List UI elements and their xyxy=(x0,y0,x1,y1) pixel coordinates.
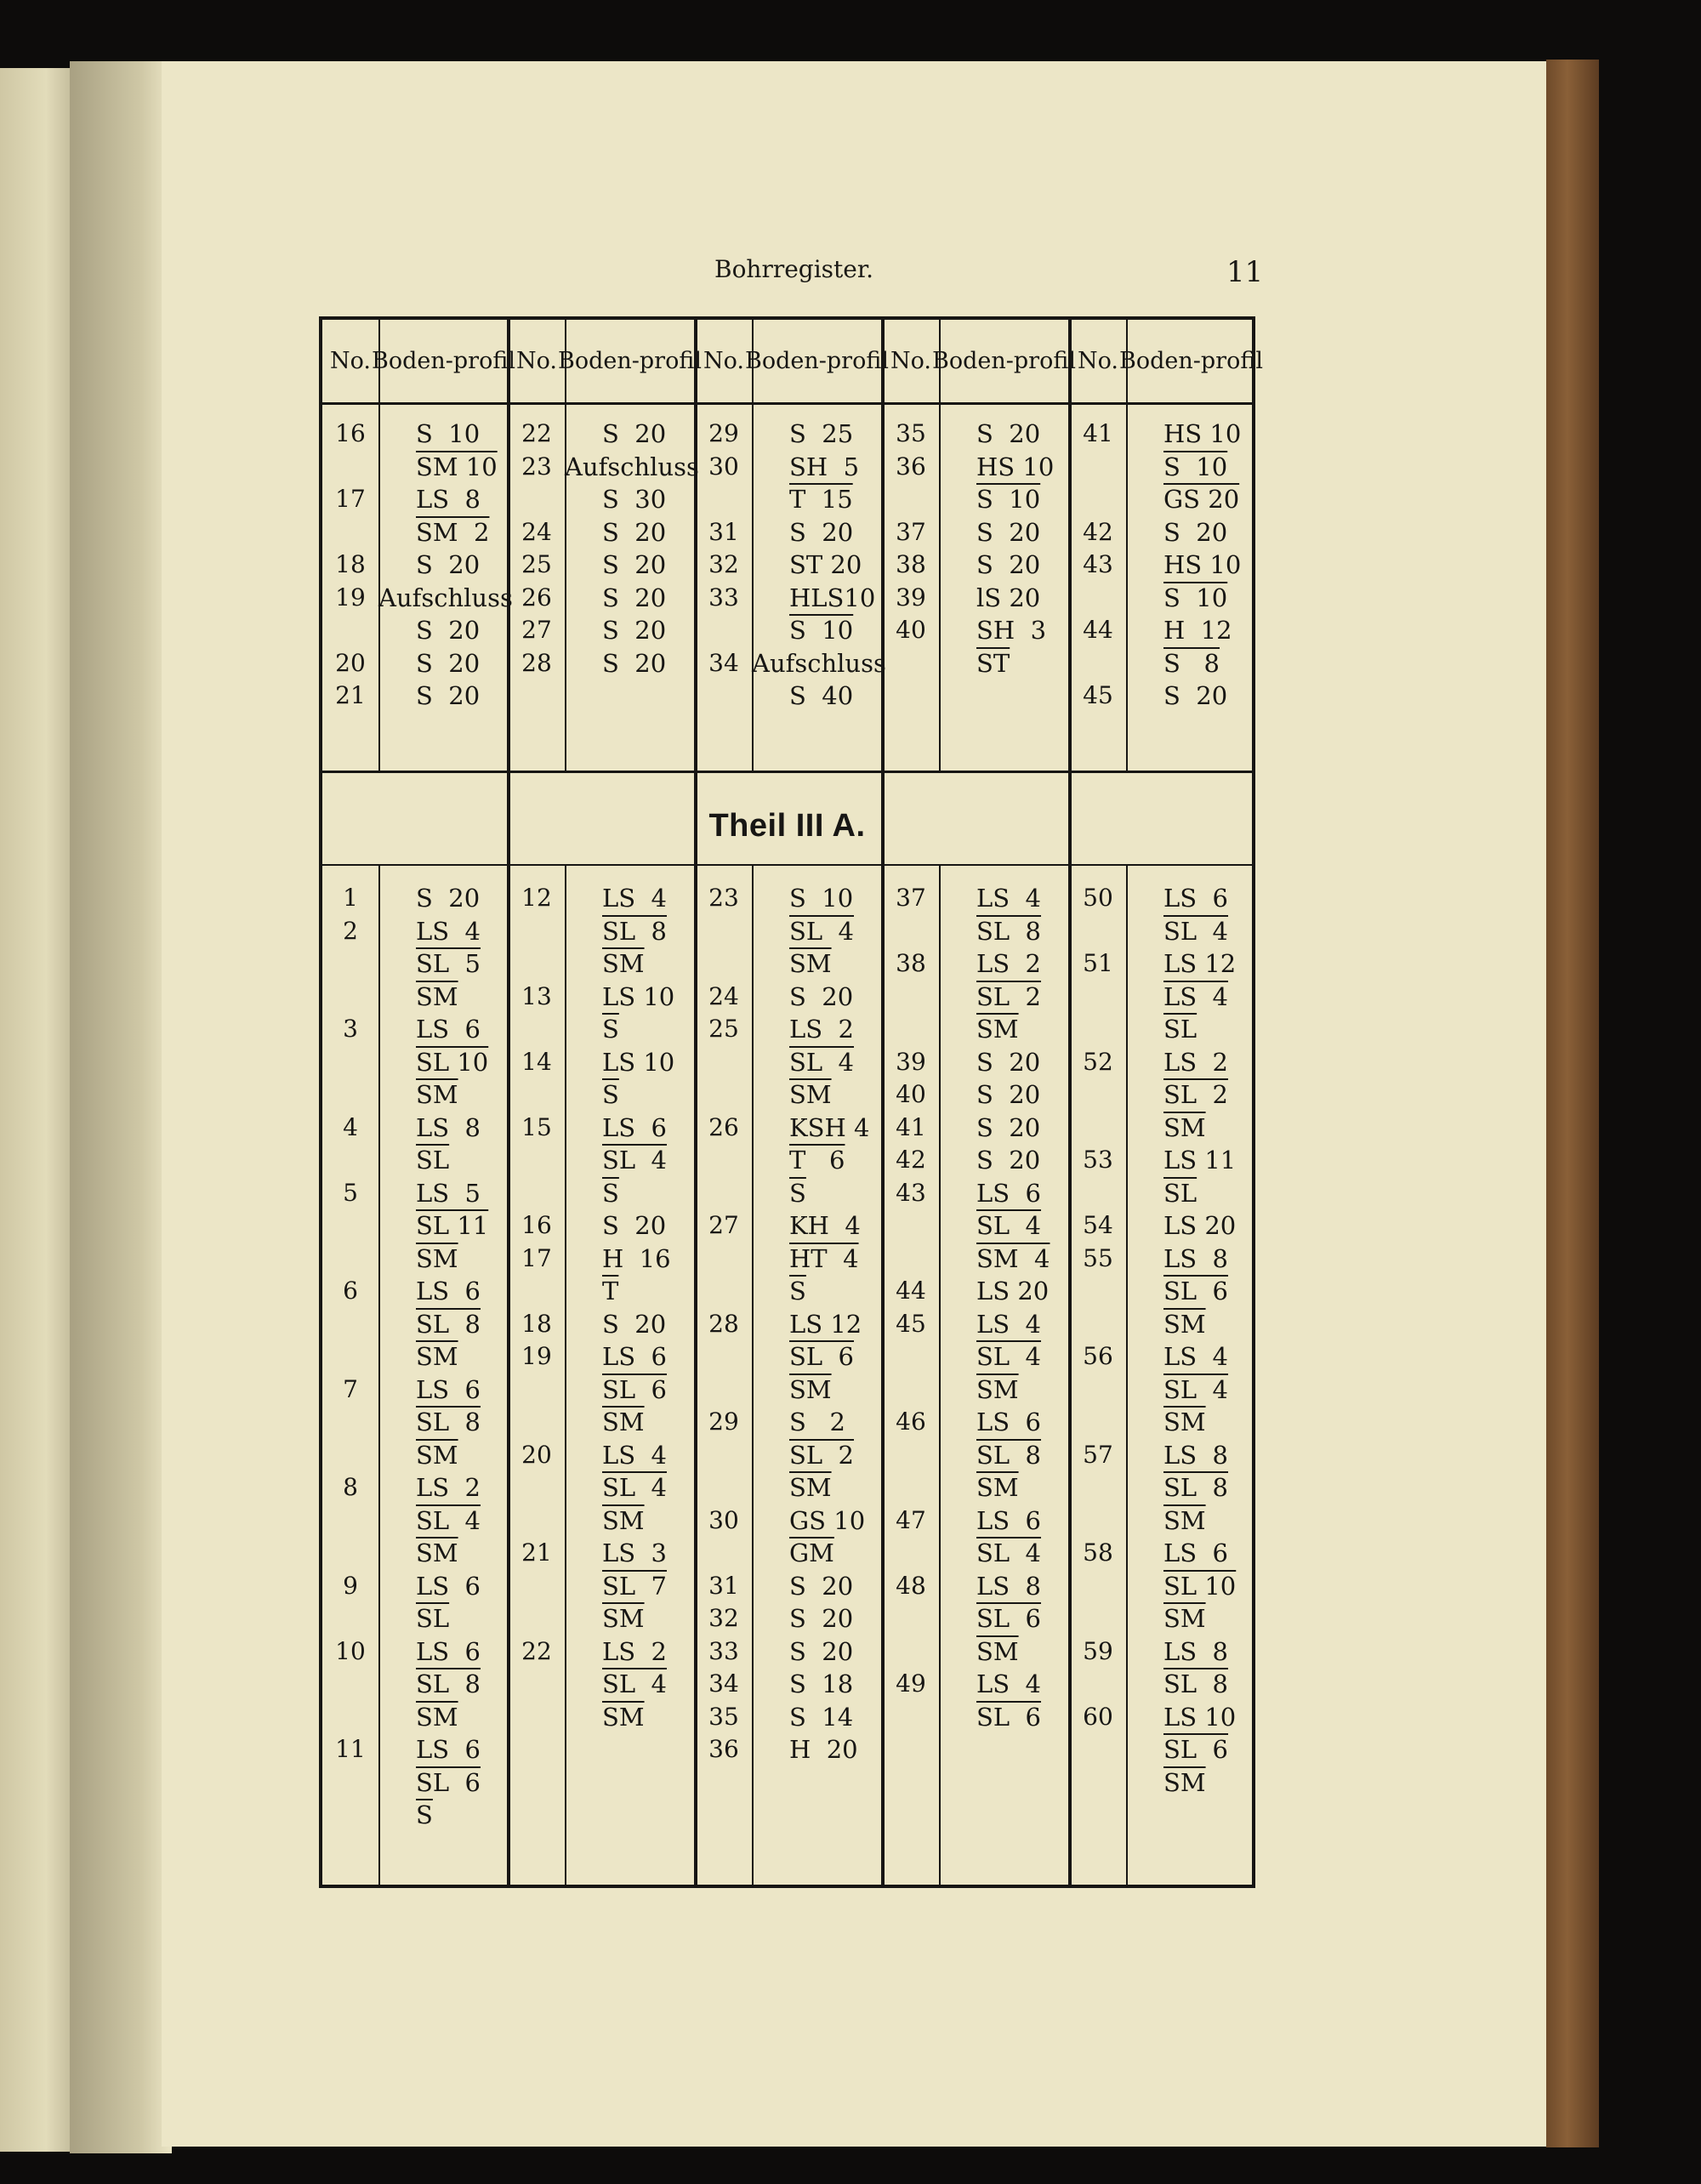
soil-profile-line: T 15 xyxy=(789,485,853,514)
soil-profile-line: LS 2 xyxy=(1163,1047,1229,1077)
soil-profile-line: $\overline{S}$ xyxy=(789,1277,806,1305)
soil-profile-line: LS 8 xyxy=(1163,1440,1229,1470)
header-rule xyxy=(322,402,1252,405)
soil-profile-line: SH 5 xyxy=(789,452,860,481)
entry-number: 26 xyxy=(708,1112,739,1141)
soil-profile-line: LS 2 xyxy=(602,1636,668,1666)
soil-profile-line: SL 10 xyxy=(1163,1571,1237,1601)
entry-number: 21 xyxy=(335,681,366,709)
soil-profile-line: S 10 xyxy=(789,884,854,913)
entry-number: 42 xyxy=(1083,517,1113,546)
entry-number: 48 xyxy=(896,1571,926,1600)
entry-number: 4 xyxy=(343,1112,358,1141)
soil-profile-line: $\overline{SM}$ xyxy=(976,1473,1019,1502)
entry-number: 14 xyxy=(521,1047,552,1076)
soil-profile-line: SM 4 xyxy=(976,1243,1050,1273)
soil-profile-line: S 20 xyxy=(976,550,1041,579)
column-header-no: No. xyxy=(330,347,371,374)
column-header-profile: Boden- profil xyxy=(372,347,515,374)
soil-profile-line: LS 11 xyxy=(1163,1146,1237,1174)
soil-profile-line: LS 6 xyxy=(416,1571,481,1601)
entry-number: 55 xyxy=(1083,1243,1113,1272)
entry-number: 25 xyxy=(708,1015,739,1043)
entry-number: 58 xyxy=(1083,1538,1113,1567)
soil-profile-line: LS 8 xyxy=(416,485,481,514)
entry-number: 43 xyxy=(1083,550,1113,578)
soil-profile-line: Aufschluss xyxy=(378,583,513,612)
soil-profile-line: SM 2 xyxy=(416,517,490,547)
entry-number: 49 xyxy=(896,1669,926,1698)
entry-number: 29 xyxy=(708,1408,739,1436)
entry-number: 38 xyxy=(896,949,926,977)
soil-profile-line: SL 4 xyxy=(416,1505,481,1535)
page-number: 11 xyxy=(1226,255,1264,289)
soil-profile-line: LS 6 xyxy=(976,1178,1042,1208)
soil-profile-line: LS 8 xyxy=(1163,1636,1229,1666)
entry-number: 29 xyxy=(708,419,739,447)
number-column-rule xyxy=(565,864,566,1885)
soil-profile-line: S 2 xyxy=(789,1408,845,1436)
soil-profile-line: S 20 xyxy=(602,616,667,645)
entry-number: 28 xyxy=(708,1309,739,1338)
soil-profile-line: $\overline{SM}$ xyxy=(416,1080,458,1109)
number-column-rule xyxy=(939,864,941,1885)
soil-profile-line: SL 4 xyxy=(789,916,855,946)
soil-profile-line: S 10 xyxy=(1163,583,1228,612)
soil-profile-line: LS 12 xyxy=(789,1309,862,1339)
number-column-rule xyxy=(1126,864,1128,1885)
entry-number: 39 xyxy=(896,1047,926,1076)
soil-profile-line: SM 10 xyxy=(416,452,498,481)
soil-profile-line: LS 6 xyxy=(1163,884,1229,913)
soil-profile-line: $\overline{SM}$ xyxy=(976,1015,1019,1044)
entry-number: 37 xyxy=(896,517,926,546)
entry-number: 20 xyxy=(521,1440,552,1469)
soil-profile-line: $\overline{S}$ xyxy=(789,1178,806,1208)
soil-profile-line: LS 4 xyxy=(602,884,668,913)
entry-number: 44 xyxy=(1083,616,1113,644)
entry-number: 11 xyxy=(335,1735,366,1763)
entry-number: 60 xyxy=(1083,1702,1113,1731)
entry-number: 38 xyxy=(896,550,926,578)
soil-profile-line: S 20 xyxy=(416,616,481,645)
entry-number: 8 xyxy=(343,1473,358,1501)
soil-profile-line: H 20 xyxy=(789,1735,858,1764)
soil-profile-line: LS 2 xyxy=(789,1015,855,1044)
soil-profile-line: $\overline{S}$ xyxy=(602,1015,619,1044)
soil-profile-line: LS 20 xyxy=(976,1277,1050,1305)
entry-number: 41 xyxy=(896,1112,926,1141)
soil-profile-line: $\overline{S}$ xyxy=(416,1800,433,1829)
entry-number: 22 xyxy=(521,1636,552,1665)
entry-number: 23 xyxy=(708,884,739,912)
soil-profile-line: LS 6 xyxy=(416,1374,481,1404)
number-column-rule xyxy=(752,864,754,1885)
soil-profile-line: HS 10 xyxy=(1163,550,1242,579)
soil-profile-line: SL 10 xyxy=(416,1047,489,1077)
soil-profile-line: SL 8 xyxy=(976,916,1042,946)
soil-profile-line: S 30 xyxy=(602,485,667,514)
soil-profile-line: S 20 xyxy=(976,517,1041,547)
entry-number: 57 xyxy=(1083,1440,1113,1469)
entry-number: 31 xyxy=(708,517,739,546)
entry-number: 7 xyxy=(343,1374,358,1403)
soil-profile-line: S 20 xyxy=(416,884,481,913)
soil-profile-line: LS 6 xyxy=(976,1505,1042,1535)
soil-profile-line: S 20 xyxy=(976,1112,1041,1142)
entry-number: 19 xyxy=(521,1342,552,1370)
soil-profile-line: ST 20 xyxy=(789,550,862,579)
soil-profile-line: LS 6 xyxy=(416,1636,481,1666)
entry-number: 40 xyxy=(896,616,926,644)
soil-profile-line: LS 6 xyxy=(976,1408,1042,1436)
soil-profile-line: SL 8 xyxy=(1163,1669,1229,1698)
entry-number: 40 xyxy=(896,1080,926,1108)
entry-number: 17 xyxy=(521,1243,552,1272)
soil-profile-line: $\overline{SL}$ xyxy=(416,1146,450,1174)
borehole-register-table xyxy=(319,316,1263,1888)
entry-number: 33 xyxy=(708,583,739,611)
soil-profile-line: SL 8 xyxy=(416,1669,481,1698)
soil-profile-line: H 12 xyxy=(1163,616,1232,645)
soil-profile-line: LS 8 xyxy=(976,1571,1042,1601)
soil-profile-line: SL 4 xyxy=(976,1211,1042,1240)
soil-profile-line: $\overline{SM}$ xyxy=(789,1473,832,1502)
soil-profile-line: $\overline{S}$ xyxy=(602,1080,619,1109)
entry-number: 31 xyxy=(708,1571,739,1600)
soil-profile-line: S 10 xyxy=(976,485,1041,514)
soil-profile-line: $\overline{SL}$ xyxy=(1163,1178,1198,1208)
soil-profile-line: S 20 xyxy=(976,419,1041,448)
soil-profile-line: S 20 xyxy=(789,1571,854,1601)
soil-profile-line: LS 2 xyxy=(416,1473,481,1502)
number-column-rule xyxy=(378,864,380,1885)
column-header-profile: Boden- profil xyxy=(932,347,1076,374)
soil-profile-line: LS 6 xyxy=(1163,1538,1229,1567)
column-header-profile: Boden- profil xyxy=(745,347,889,374)
soil-profile-line: HS 10 xyxy=(976,452,1055,481)
soil-profile-line: SL 2 xyxy=(1163,1080,1229,1109)
soil-profile-line: SH 3 xyxy=(976,616,1047,645)
soil-profile-line: SL 8 xyxy=(976,1440,1042,1470)
soil-profile-line: SL 4 xyxy=(1163,916,1229,946)
soil-profile-line: $\overline{SM}$ xyxy=(1163,1408,1206,1436)
entry-number: 45 xyxy=(1083,681,1113,709)
entry-number: 54 xyxy=(1083,1211,1113,1239)
soil-profile-line: HLS10 xyxy=(789,583,876,612)
soil-profile-line: S 20 xyxy=(602,550,667,579)
soil-profile-line: S 20 xyxy=(1163,681,1228,710)
entry-number: 15 xyxy=(521,1112,552,1141)
soil-profile-line: S 10 xyxy=(1163,452,1228,481)
entry-number: 42 xyxy=(896,1146,926,1174)
soil-profile-line: SL 7 xyxy=(602,1571,668,1601)
soil-profile-line: $\overline{SM}$ xyxy=(1163,1112,1206,1142)
soil-profile-line: LS 2 xyxy=(976,949,1042,978)
soil-profile-line: $\overline{T}$ xyxy=(602,1277,619,1305)
soil-profile-line: S 20 xyxy=(789,1604,854,1633)
soil-profile-line: LS 4 xyxy=(416,916,481,946)
entry-number: 24 xyxy=(521,517,552,546)
entry-number: 33 xyxy=(708,1636,739,1665)
soil-profile-line: SL 4 xyxy=(602,1473,668,1502)
soil-profile-line: $\overline{SM}$ xyxy=(416,1440,458,1470)
column-header-profile: Boden- profil xyxy=(1119,347,1263,374)
column-header-no: No. xyxy=(1078,347,1118,374)
entry-number: 34 xyxy=(708,1669,739,1698)
entry-number: 32 xyxy=(708,550,739,578)
entry-number: 53 xyxy=(1083,1146,1113,1174)
entry-number: 50 xyxy=(1083,884,1113,912)
soil-profile-line: SL 8 xyxy=(602,916,668,946)
soil-profile-line: H 16 xyxy=(602,1243,671,1273)
soil-profile-line: HS 10 xyxy=(1163,419,1242,448)
entry-number: 59 xyxy=(1083,1636,1113,1665)
soil-profile-line: S 20 xyxy=(416,550,481,579)
soil-profile-line: $\overline{SM}$ xyxy=(602,1408,645,1436)
soil-profile-line: $\overline{ST}$ xyxy=(976,648,1010,678)
section-title: Theil III A. xyxy=(708,807,866,844)
entry-number: 30 xyxy=(708,452,739,481)
soil-profile-line: HT 4 xyxy=(789,1243,859,1273)
entry-number: 51 xyxy=(1083,949,1113,977)
entry-number: 36 xyxy=(708,1735,739,1763)
soil-profile-line: SL 2 xyxy=(976,981,1042,1011)
soil-profile-line: SL 4 xyxy=(602,1146,668,1174)
entry-number: 17 xyxy=(335,485,366,513)
soil-profile-line: S 14 xyxy=(789,1702,854,1732)
soil-profile-line: LS 6 xyxy=(602,1342,668,1371)
soil-profile-line: LS 8 xyxy=(1163,1243,1229,1273)
soil-profile-line: LS 4 xyxy=(1163,1342,1229,1371)
column-header-profile: Boden- profil xyxy=(558,347,702,374)
soil-profile-line: $\overline{SM}$ xyxy=(789,1080,832,1109)
entry-number: 28 xyxy=(521,648,552,677)
soil-profile-line: S 10 xyxy=(789,616,854,645)
soil-profile-line: SL 4 xyxy=(789,1047,855,1077)
soil-profile-line: SL 4 xyxy=(1163,1374,1229,1404)
soil-profile-line: $\overline{SL}$ xyxy=(416,1604,450,1633)
entry-number: 35 xyxy=(708,1702,739,1731)
soil-profile-line: $\overline{GM}$ xyxy=(789,1538,834,1567)
entry-number: 26 xyxy=(521,583,552,611)
soil-profile-line: LS 6 xyxy=(416,1735,481,1764)
soil-profile-line: $\overline{SL}$ xyxy=(1163,1015,1198,1044)
soil-profile-line: SL 6 xyxy=(976,1702,1042,1732)
soil-profile-line: LS 6 xyxy=(416,1015,481,1044)
soil-profile-line: SL 4 xyxy=(602,1669,668,1698)
entry-number: 13 xyxy=(521,981,552,1010)
soil-profile-line: Aufschluss xyxy=(565,452,699,481)
soil-profile-line: SL 11 xyxy=(416,1211,489,1240)
soil-profile-line: SL 4 xyxy=(976,1538,1042,1567)
soil-profile-line: S 20 xyxy=(789,1636,854,1666)
soil-profile-line: lS 20 xyxy=(976,583,1041,612)
soil-profile-line: $\overline{SM}$ xyxy=(416,1538,458,1567)
entry-number: 6 xyxy=(343,1277,358,1305)
soil-profile-line: LS 8 xyxy=(416,1112,481,1142)
soil-profile-line: LS 4 xyxy=(976,1669,1042,1698)
soil-profile-line: LS 3 xyxy=(602,1538,668,1567)
entry-number: 46 xyxy=(896,1408,926,1436)
column-header-no: No. xyxy=(703,347,744,374)
soil-profile-line: $\overline{SM}$ xyxy=(416,981,458,1011)
soil-profile-line: SL 5 xyxy=(416,949,481,978)
entry-number: 47 xyxy=(896,1505,926,1534)
soil-profile-line: S 20 xyxy=(416,648,481,678)
column-header-no: No. xyxy=(516,347,557,374)
soil-profile-line: LS 6 xyxy=(416,1277,481,1305)
entry-number: 16 xyxy=(521,1211,552,1239)
soil-profile-line: LS 4 xyxy=(1163,981,1229,1011)
entry-number: 34 xyxy=(708,648,739,677)
soil-profile-line: $\overline{SM}$ xyxy=(789,1374,832,1404)
soil-profile-line: LS 6 xyxy=(602,1112,668,1142)
column-header-no: No. xyxy=(890,347,931,374)
entry-number: 27 xyxy=(708,1211,739,1239)
soil-profile-line: SL 6 xyxy=(602,1374,668,1404)
entry-number: 18 xyxy=(335,550,366,578)
soil-profile-line: $\overline{SM}$ xyxy=(1163,1767,1206,1797)
entry-number: 5 xyxy=(343,1178,358,1207)
entry-number: 19 xyxy=(335,583,366,611)
soil-profile-line: LS 4 xyxy=(602,1440,668,1470)
entry-number: 20 xyxy=(335,648,366,677)
soil-profile-line: S 20 xyxy=(976,1047,1041,1077)
entry-number: 25 xyxy=(521,550,552,578)
soil-profile-line: S 20 xyxy=(602,648,667,678)
soil-profile-line: S 20 xyxy=(1163,517,1228,547)
entry-number: 2 xyxy=(343,916,358,945)
entry-number: 44 xyxy=(896,1277,926,1305)
soil-profile-line: $\overline{SM}$ xyxy=(976,1636,1019,1666)
entry-number: 9 xyxy=(343,1571,358,1600)
soil-profile-line: GS 20 xyxy=(1163,485,1240,514)
entry-number: 22 xyxy=(521,419,552,447)
soil-profile-line: SL 8 xyxy=(416,1309,481,1339)
entry-number: 56 xyxy=(1083,1342,1113,1370)
soil-profile-line: LS 5 xyxy=(416,1178,481,1208)
soil-profile-line: S 40 xyxy=(789,681,854,710)
running-head-title: Bohrregister. xyxy=(714,255,874,283)
soil-profile-line: S 20 xyxy=(602,419,667,448)
soil-profile-line: SL 6 xyxy=(1163,1735,1229,1764)
entry-number: 45 xyxy=(896,1309,926,1338)
soil-profile-line: SL 2 xyxy=(789,1440,855,1470)
soil-profile-line: S 20 xyxy=(416,681,481,710)
soil-profile-line: S 20 xyxy=(602,583,667,612)
entry-number: 32 xyxy=(708,1604,739,1632)
soil-profile-line: KSH 4 xyxy=(789,1112,870,1142)
soil-profile-line: GS 10 xyxy=(789,1505,866,1535)
entry-number: 10 xyxy=(335,1636,366,1665)
soil-profile-line: $\overline{SM}$ xyxy=(1163,1505,1206,1535)
entry-number: 27 xyxy=(521,616,552,644)
soil-profile-line: LS 10 xyxy=(602,1047,675,1077)
entry-number: 36 xyxy=(896,452,926,481)
soil-profile-line: LS 20 xyxy=(1163,1211,1237,1240)
soil-profile-line: $\overline{SM}$ xyxy=(602,1604,645,1633)
soil-profile-line: LS 10 xyxy=(1163,1702,1237,1732)
soil-profile-line: SL 4 xyxy=(976,1342,1042,1371)
soil-profile-line: KH 4 xyxy=(789,1211,861,1240)
soil-profile-line: LS 4 xyxy=(976,884,1042,913)
soil-profile-line: $\overline{SM}$ xyxy=(1163,1604,1206,1633)
soil-profile-line: $\overline{SM}$ xyxy=(602,1702,645,1732)
soil-profile-line: S 20 xyxy=(976,1080,1041,1109)
soil-profile-line: SL 6 xyxy=(416,1767,481,1797)
soil-profile-line: SL 6 xyxy=(976,1604,1042,1633)
soil-profile-line: S 20 xyxy=(602,517,667,547)
entry-number: 1 xyxy=(343,884,358,912)
soil-profile-line: $\overline{SM}$ xyxy=(602,1505,645,1535)
entry-number: 16 xyxy=(335,419,366,447)
soil-profile-line: S 25 xyxy=(789,419,854,448)
entry-number: 30 xyxy=(708,1505,739,1534)
soil-profile-line: S 20 xyxy=(789,981,854,1011)
soil-profile-line: $\overline{SM}$ xyxy=(789,949,832,978)
facing-page-edge xyxy=(0,68,77,2152)
soil-profile-line: SL 8 xyxy=(1163,1473,1229,1502)
soil-profile-line: S 20 xyxy=(602,1309,667,1339)
soil-profile-line: S 20 xyxy=(789,517,854,547)
soil-profile-line: $\overline{SM}$ xyxy=(976,1374,1019,1404)
soil-profile-line: SL 6 xyxy=(1163,1277,1229,1305)
soil-profile-line: $\overline{SM}$ xyxy=(416,1342,458,1371)
soil-profile-line: Aufschluss xyxy=(752,648,886,678)
soil-profile-line: $\overline{SM}$ xyxy=(416,1243,458,1273)
soil-profile-line: S 20 xyxy=(602,1211,667,1240)
entry-number: 35 xyxy=(896,419,926,447)
soil-profile-line: LS 12 xyxy=(1163,949,1237,978)
soil-profile-line: SL 6 xyxy=(789,1342,855,1371)
soil-profile-line: $\overline{S}$ xyxy=(602,1178,619,1208)
section-rule-top xyxy=(322,771,1252,773)
soil-profile-line: T 6 xyxy=(789,1146,845,1174)
entry-number: 23 xyxy=(521,452,552,481)
soil-profile-line: $\overline{SM}$ xyxy=(416,1702,458,1732)
soil-profile-line: S 10 xyxy=(416,419,481,448)
soil-profile-line: $\overline{SM}$ xyxy=(1163,1309,1206,1339)
entry-number: 43 xyxy=(896,1178,926,1207)
entry-number: 24 xyxy=(708,981,739,1010)
soil-profile-line: S 20 xyxy=(976,1146,1041,1174)
entry-number: 52 xyxy=(1083,1047,1113,1076)
book-cover-edge xyxy=(1546,60,1599,2147)
soil-profile-line: LS 4 xyxy=(976,1309,1042,1339)
entry-number: 39 xyxy=(896,583,926,611)
soil-profile-line: LS 10 xyxy=(602,981,675,1011)
soil-profile-line: $\overline{SM}$ xyxy=(602,949,645,978)
entry-number: 21 xyxy=(521,1538,552,1567)
entry-number: 18 xyxy=(521,1309,552,1338)
entry-number: 37 xyxy=(896,884,926,912)
entry-number: 12 xyxy=(521,884,552,912)
entry-number: 41 xyxy=(1083,419,1113,447)
soil-profile-line: SL 8 xyxy=(416,1408,481,1436)
book-gutter xyxy=(70,61,172,2153)
entry-number: 3 xyxy=(343,1015,358,1043)
soil-profile-line: S 18 xyxy=(789,1669,854,1698)
soil-profile-line: S 8 xyxy=(1163,648,1220,678)
